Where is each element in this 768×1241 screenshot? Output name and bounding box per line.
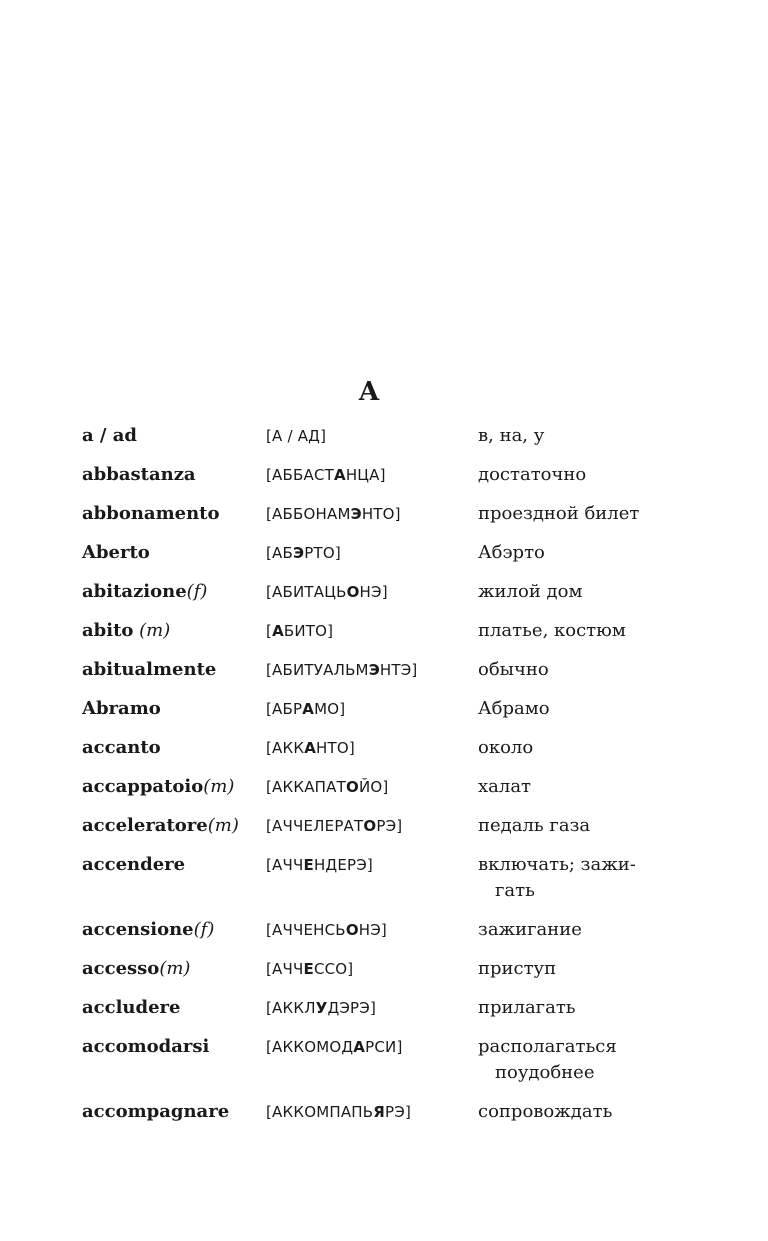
translation-line-1: сопровождать [478, 1101, 613, 1122]
transcription-pre: [АББОНАМ [266, 505, 351, 523]
gender-marker: (m) [203, 776, 235, 797]
dictionary-entry [82, 619, 722, 658]
russian-translation [478, 541, 658, 565]
transcription-post: НЦА] [345, 466, 386, 484]
transcription-pre: [АККОМОД [266, 1038, 354, 1056]
headword: abitazione [82, 581, 187, 602]
headword: acceleratore [82, 815, 208, 836]
transcription-post: БИТО] [283, 622, 334, 640]
stressed-vowel: Э [293, 544, 305, 562]
italian-word [82, 697, 266, 721]
transcription-pre: [АБИТУАЛЬМ [266, 661, 369, 679]
transcription-pre: [АККЛ [266, 999, 316, 1017]
transcription [266, 502, 478, 526]
transcription-post: НТЭ] [379, 661, 418, 679]
russian-translation [478, 658, 658, 682]
gender-marker: (m) [159, 958, 191, 979]
transcription-post: ДЭРЭ] [327, 999, 377, 1017]
transcription [266, 853, 478, 877]
translation-line-1: зажигание [478, 919, 582, 940]
headword: accendere [82, 854, 186, 875]
dictionary-entry [82, 996, 722, 1035]
russian-translation [478, 1035, 658, 1085]
italian-word [82, 918, 266, 942]
translation-line-1: приступ [478, 958, 557, 979]
transcription [266, 957, 478, 981]
stressed-vowel: А [334, 466, 346, 484]
transcription-post: ССО] [313, 960, 354, 978]
russian-translation [478, 957, 658, 981]
transcription-post: НТО] [361, 505, 401, 523]
stressed-vowel: Е [303, 856, 314, 874]
italian-word [82, 1035, 266, 1059]
headword: accensione [82, 919, 194, 940]
headword: abbonamento [82, 503, 220, 524]
stressed-vowel: Э [368, 661, 380, 679]
transcription [266, 736, 478, 760]
translation-line-1: платье, костюм [478, 620, 626, 641]
translation-line-2: гать [495, 880, 535, 901]
transcription [266, 463, 478, 487]
russian-translation [478, 814, 658, 838]
dictionary-entry [82, 853, 722, 918]
transcription-post: РЭ] [385, 1103, 412, 1121]
transcription [266, 1035, 478, 1059]
dictionary-entry [82, 1035, 722, 1100]
transcription [266, 619, 478, 643]
italian-word [82, 736, 266, 760]
dictionary-entry [82, 1100, 722, 1139]
transcription-pre: [АЧЧЕЛЕРАТ [266, 817, 364, 835]
transcription-post: РТО] [304, 544, 341, 562]
transcription-post: ЙО] [358, 778, 389, 796]
gender-marker: (m) [207, 815, 239, 836]
italian-word [82, 619, 266, 643]
transcription-pre: [АЧЧ [266, 856, 304, 874]
russian-translation [478, 463, 658, 487]
russian-translation [478, 424, 658, 448]
translation-line-2: поудобнее [495, 1062, 595, 1083]
transcription-pre: [АККАПАТ [266, 778, 346, 796]
headword: a / ad [82, 425, 138, 446]
dictionary-entry [82, 541, 722, 580]
transcription-post: НТО] [316, 739, 355, 757]
dictionary-entry [82, 463, 722, 502]
translation-line-1: халат [478, 776, 532, 797]
transcription-post: НЭ] [358, 921, 387, 939]
dictionary-entry [82, 502, 722, 541]
transcription-pre: [АКК [266, 739, 305, 757]
transcription-pre: [АЧЧЕНСЬ [266, 921, 346, 939]
stressed-vowel: О [346, 583, 360, 601]
transcription [266, 814, 478, 838]
transcription-pre: [АККОМПАПЬ [266, 1103, 374, 1121]
transcription [266, 541, 478, 565]
stressed-vowel: О [345, 778, 359, 796]
russian-translation [478, 918, 658, 942]
transcription-pre: [ [266, 622, 273, 640]
transcription [266, 658, 478, 682]
russian-translation [478, 853, 658, 903]
stressed-vowel: У [315, 999, 328, 1017]
italian-word [82, 580, 266, 604]
transcription-post: НДЕРЭ] [313, 856, 373, 874]
headword: abitualmente [82, 659, 217, 680]
stressed-vowel: О [363, 817, 377, 835]
dictionary-entry [82, 814, 722, 853]
stressed-vowel: А [302, 700, 315, 718]
transcription-post: НЭ] [359, 583, 388, 601]
gender-marker: (f) [193, 919, 215, 940]
transcription-post: МО] [314, 700, 346, 718]
transcription [266, 580, 478, 604]
headword: Abramo [82, 698, 161, 719]
translation-line-1: в, на, у [478, 425, 545, 446]
translation-line-1: около [478, 737, 534, 758]
italian-word [82, 1100, 266, 1124]
transcription [266, 1100, 478, 1124]
italian-word [82, 502, 266, 526]
transcription [266, 424, 478, 448]
headword: Aberto [82, 542, 150, 563]
stressed-vowel: А [272, 622, 284, 640]
italian-word [82, 775, 266, 799]
transcription [266, 775, 478, 799]
dictionary-entry [82, 736, 722, 775]
italian-word [82, 541, 266, 565]
transcription [266, 697, 478, 721]
russian-translation [478, 580, 658, 604]
dictionary-entry [82, 424, 722, 463]
transcription-pre: [АБР [266, 700, 303, 718]
dictionary-entry [82, 918, 722, 957]
transcription-post: РЭ] [376, 817, 403, 835]
russian-translation [478, 996, 658, 1020]
stressed-vowel: О [345, 921, 359, 939]
russian-translation [478, 1100, 658, 1124]
translation-line-1: проездной билет [478, 503, 640, 524]
translation-line-1: педаль газа [478, 815, 591, 836]
transcription-pre: [АБИТАЦЬ [266, 583, 347, 601]
stressed-vowel: Э [350, 505, 362, 523]
italian-word [82, 658, 266, 682]
stressed-vowel: Е [303, 960, 314, 978]
russian-translation [478, 736, 658, 760]
headword: accludere [82, 997, 181, 1018]
transcription-pre: [АЧЧ [266, 960, 304, 978]
translation-line-1: достаточно [478, 464, 587, 485]
translation-line-1: Абэрто [478, 542, 545, 563]
italian-word [82, 996, 266, 1020]
translation-line-1: прилагать [478, 997, 576, 1018]
dictionary-entry [82, 697, 722, 736]
headword: abito [82, 620, 134, 641]
translation-line-1: включать; зажи- [478, 854, 636, 875]
gender-marker: (m) [133, 620, 171, 641]
italian-word [82, 463, 266, 487]
transcription-pre: [АБ [266, 544, 294, 562]
stressed-vowel: А [353, 1038, 366, 1056]
stressed-vowel: А [304, 739, 317, 757]
translation-line-1: Абрамо [478, 698, 550, 719]
headword: accappatoio [82, 776, 204, 797]
headword: accomodarsi [82, 1036, 210, 1057]
italian-word [82, 957, 266, 981]
dictionary-entry [82, 580, 722, 619]
italian-word [82, 814, 266, 838]
italian-word [82, 853, 266, 877]
transcription [266, 996, 478, 1020]
italian-word [82, 424, 266, 448]
translation-line-1: жилой дом [478, 581, 583, 602]
translation-line-1: располагаться [478, 1036, 617, 1057]
section-letter: A [358, 377, 380, 407]
transcription-post: РСИ] [365, 1038, 403, 1056]
transcription-pre: [А / АД] [266, 427, 327, 445]
russian-translation [478, 502, 658, 526]
dictionary-entries [82, 424, 722, 1139]
transcription-pre: [АББАСТ [266, 466, 334, 484]
russian-translation [478, 619, 658, 643]
gender-marker: (f) [186, 581, 208, 602]
translation-line-1: обычно [478, 659, 549, 680]
headword: accanto [82, 737, 161, 758]
headword: abbastanza [82, 464, 196, 485]
headword: accesso [82, 958, 160, 979]
dictionary-entry [82, 957, 722, 996]
transcription [266, 918, 478, 942]
russian-translation [478, 775, 658, 799]
stressed-vowel: Я [373, 1103, 386, 1121]
dictionary-entry [82, 775, 722, 814]
russian-translation [478, 697, 658, 721]
headword: accompagnare [82, 1101, 230, 1122]
dictionary-entry [82, 658, 722, 697]
